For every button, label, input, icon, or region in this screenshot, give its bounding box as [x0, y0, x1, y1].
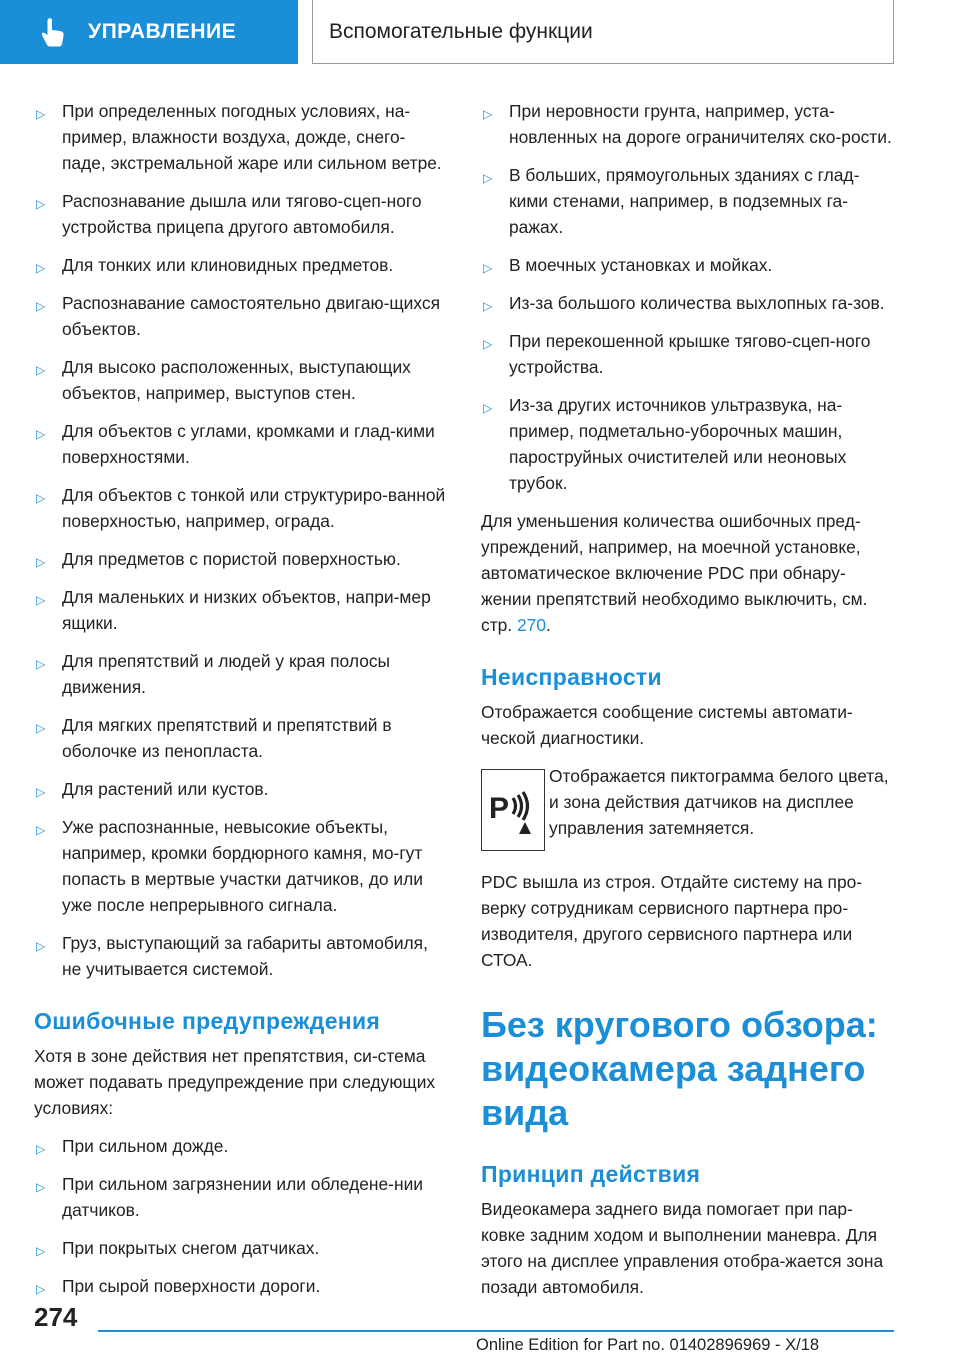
- list-item: ▷ Для объектов с тонкой или структуриро-ванной поверхностью, например, ограда.: [36, 485, 446, 531]
- bullet-triangle-icon: ▷: [36, 785, 46, 799]
- bullet-triangle-icon: ▷: [483, 261, 493, 275]
- pdc-sensor-icon: [481, 769, 545, 851]
- principle-paragraph: Видеокамера заднего вида помогает при пар-ковке задним ходом и выполнении маневра. Для этого на дисплее управления отобра-жается зона позади автомобиля.: [481, 1199, 884, 1297]
- list-item: ▷ При неровности грунта, например, уста-новленных на дороге ограничителях ско-рости.: [483, 101, 892, 147]
- bullet-triangle-icon: ▷: [36, 593, 46, 607]
- list-item: ▷ Из-за большого количества выхлопных га-зов.: [481, 290, 893, 316]
- list-item: ▷ Для маленьких и низких объектов, напри-мер ящики.: [36, 587, 431, 633]
- list-item: ▷ Распознавание самостоятельно двигаю-щихся объектов.: [36, 293, 440, 339]
- bullet-triangle-icon: ▷: [36, 657, 46, 671]
- bullet-triangle-icon: ▷: [36, 1180, 46, 1194]
- bullet-triangle-icon: ▷: [36, 823, 46, 837]
- principle-heading: Принцип действия: [481, 1161, 701, 1187]
- list-item: ▷ Для препятствий и людей у края полосы движения.: [36, 651, 391, 697]
- list-item: ▷ Из-за других источников ультразвука, на-пример, подметально-уборочных машин, пароструйных очистителей или неоновых трубок.: [483, 395, 847, 493]
- false-warnings-heading: Ошибочные предупреждения: [34, 1008, 381, 1034]
- chapter-heading: Без кругового обзора: видеокамера заднего вида: [481, 1004, 878, 1133]
- page-header: [0, 0, 960, 66]
- bullet-triangle-icon: ▷: [483, 337, 493, 351]
- list-item: ▷ При определенных погодных условиях, на-пример, влажности воздуха, дожде, снего-паде, экстремальной жаре или сильном ветре.: [36, 101, 442, 173]
- bullet-triangle-icon: ▷: [36, 491, 46, 505]
- bullet-triangle-icon: ▷: [36, 1244, 46, 1258]
- bullet-triangle-icon: ▷: [36, 1142, 46, 1156]
- bullet-triangle-icon: ▷: [36, 1282, 46, 1296]
- pdc-notice-text: Отображается пиктограмма белого цвета, и зона действия датчиков на дисплее управления затемняется.: [549, 766, 889, 838]
- svg-text:P: P: [489, 792, 510, 825]
- list-item: ▷ Для высоко расположенных, выступающих объектов, например, выступов стен.: [36, 357, 411, 403]
- limitations-list-continued: [481, 98, 893, 496]
- bullet-triangle-icon: ▷: [36, 261, 46, 275]
- right-column: [481, 98, 893, 1312]
- section-tab: [0, 0, 298, 64]
- list-item: ▷ Для объектов с углами, кромками и глад-кими поверхностями.: [36, 421, 435, 467]
- page-number: 274: [34, 1302, 78, 1332]
- list-item: ▷ В моечных установках и мойках.: [481, 252, 893, 278]
- left-column: [34, 98, 446, 1311]
- bullet-triangle-icon: ▷: [36, 427, 46, 441]
- malfunctions-paragraph: Отображается сообщение системы автомати-ческой диагностики.: [481, 702, 853, 748]
- conditions-list: [34, 1133, 446, 1299]
- limitations-list: [34, 98, 446, 982]
- pdc-notice: [481, 763, 893, 851]
- list-item: ▷ Для тонких или клиновидных предметов.: [34, 252, 446, 278]
- list-item: ▷ При сырой поверхности дороги.: [34, 1273, 446, 1299]
- bullet-triangle-icon: ▷: [483, 107, 493, 121]
- pdc-failure-paragraph: PDC вышла из строя. Отдайте систему на про-верку сотрудникам сервисного партнера про-изводителя, другого сервисного партнера или СТОА.: [481, 872, 863, 970]
- bullet-triangle-icon: ▷: [36, 363, 46, 377]
- bullet-triangle-icon: ▷: [36, 939, 46, 953]
- list-item: ▷ Для растений или кустов.: [34, 776, 446, 802]
- list-item: ▷ Распознавание дышла или тягово-сцеп-ного устройства прицепа другого автомобиля.: [36, 191, 422, 237]
- bullet-triangle-icon: ▷: [36, 107, 46, 121]
- bullet-triangle-icon: ▷: [483, 401, 493, 415]
- bullet-triangle-icon: ▷: [483, 299, 493, 313]
- bullet-triangle-icon: ▷: [483, 171, 493, 185]
- bullet-triangle-icon: ▷: [36, 555, 46, 569]
- bullet-triangle-icon: ▷: [36, 299, 46, 313]
- false-warnings-paragraph: Хотя в зоне действия нет препятствия, си-стема может подавать предупреждение при следующих условиях:: [34, 1046, 436, 1118]
- hand-pointer-icon: [40, 17, 66, 47]
- list-item: ▷ При сильном загрязнении или обледене-нии датчиков.: [36, 1174, 424, 1220]
- bullet-triangle-icon: ▷: [36, 197, 46, 211]
- list-item: ▷ Уже распознанные, невысокие объекты, например, кромки бордюрного камня, мо-гут попасть в мертвые участки датчиков, до или уже после непрерывного сигнала.: [36, 817, 423, 915]
- list-item: ▷ Груз, выступающий за габариты автомобиля, не учитывается системой.: [36, 933, 428, 979]
- list-item: ▷ Для мягких препятствий и препятствий в оболочке из пенопласта.: [36, 715, 392, 761]
- section-title: УПРАВЛЕНИЕ: [88, 20, 237, 43]
- malfunctions-heading: Неисправности: [481, 664, 662, 690]
- page-reference-link[interactable]: 270: [517, 615, 547, 635]
- list-item: ▷ При покрытых снегом датчиках.: [34, 1235, 446, 1261]
- subsection-tab: [312, 0, 894, 64]
- bullet-triangle-icon: ▷: [36, 721, 46, 735]
- list-item: ▷ При перекошенной крышке тягово-сцеп-ного устройства.: [483, 331, 871, 377]
- list-item: ▷ При сильном дожде.: [34, 1133, 446, 1159]
- list-item: ▷ Для предметов с пористой поверхностью.: [34, 546, 446, 572]
- edition-label: Online Edition for Part no. 01402896969 - X/18: [476, 1336, 820, 1354]
- list-item: ▷ В больших, прямоугольных зданиях с глад-кими стенами, например, в подземных га-ражах.: [483, 165, 860, 237]
- subsection-title: Вспомогательные функции: [329, 19, 593, 43]
- footer-divider: [98, 1330, 894, 1332]
- reduce-warnings-paragraph: Для уменьшения количества ошибочных пред-упреждений, например, на моечной установке, автоматическое включение PDC при обнару-жении препятствий необходимо выключить, см. стр. 270.: [481, 511, 868, 635]
